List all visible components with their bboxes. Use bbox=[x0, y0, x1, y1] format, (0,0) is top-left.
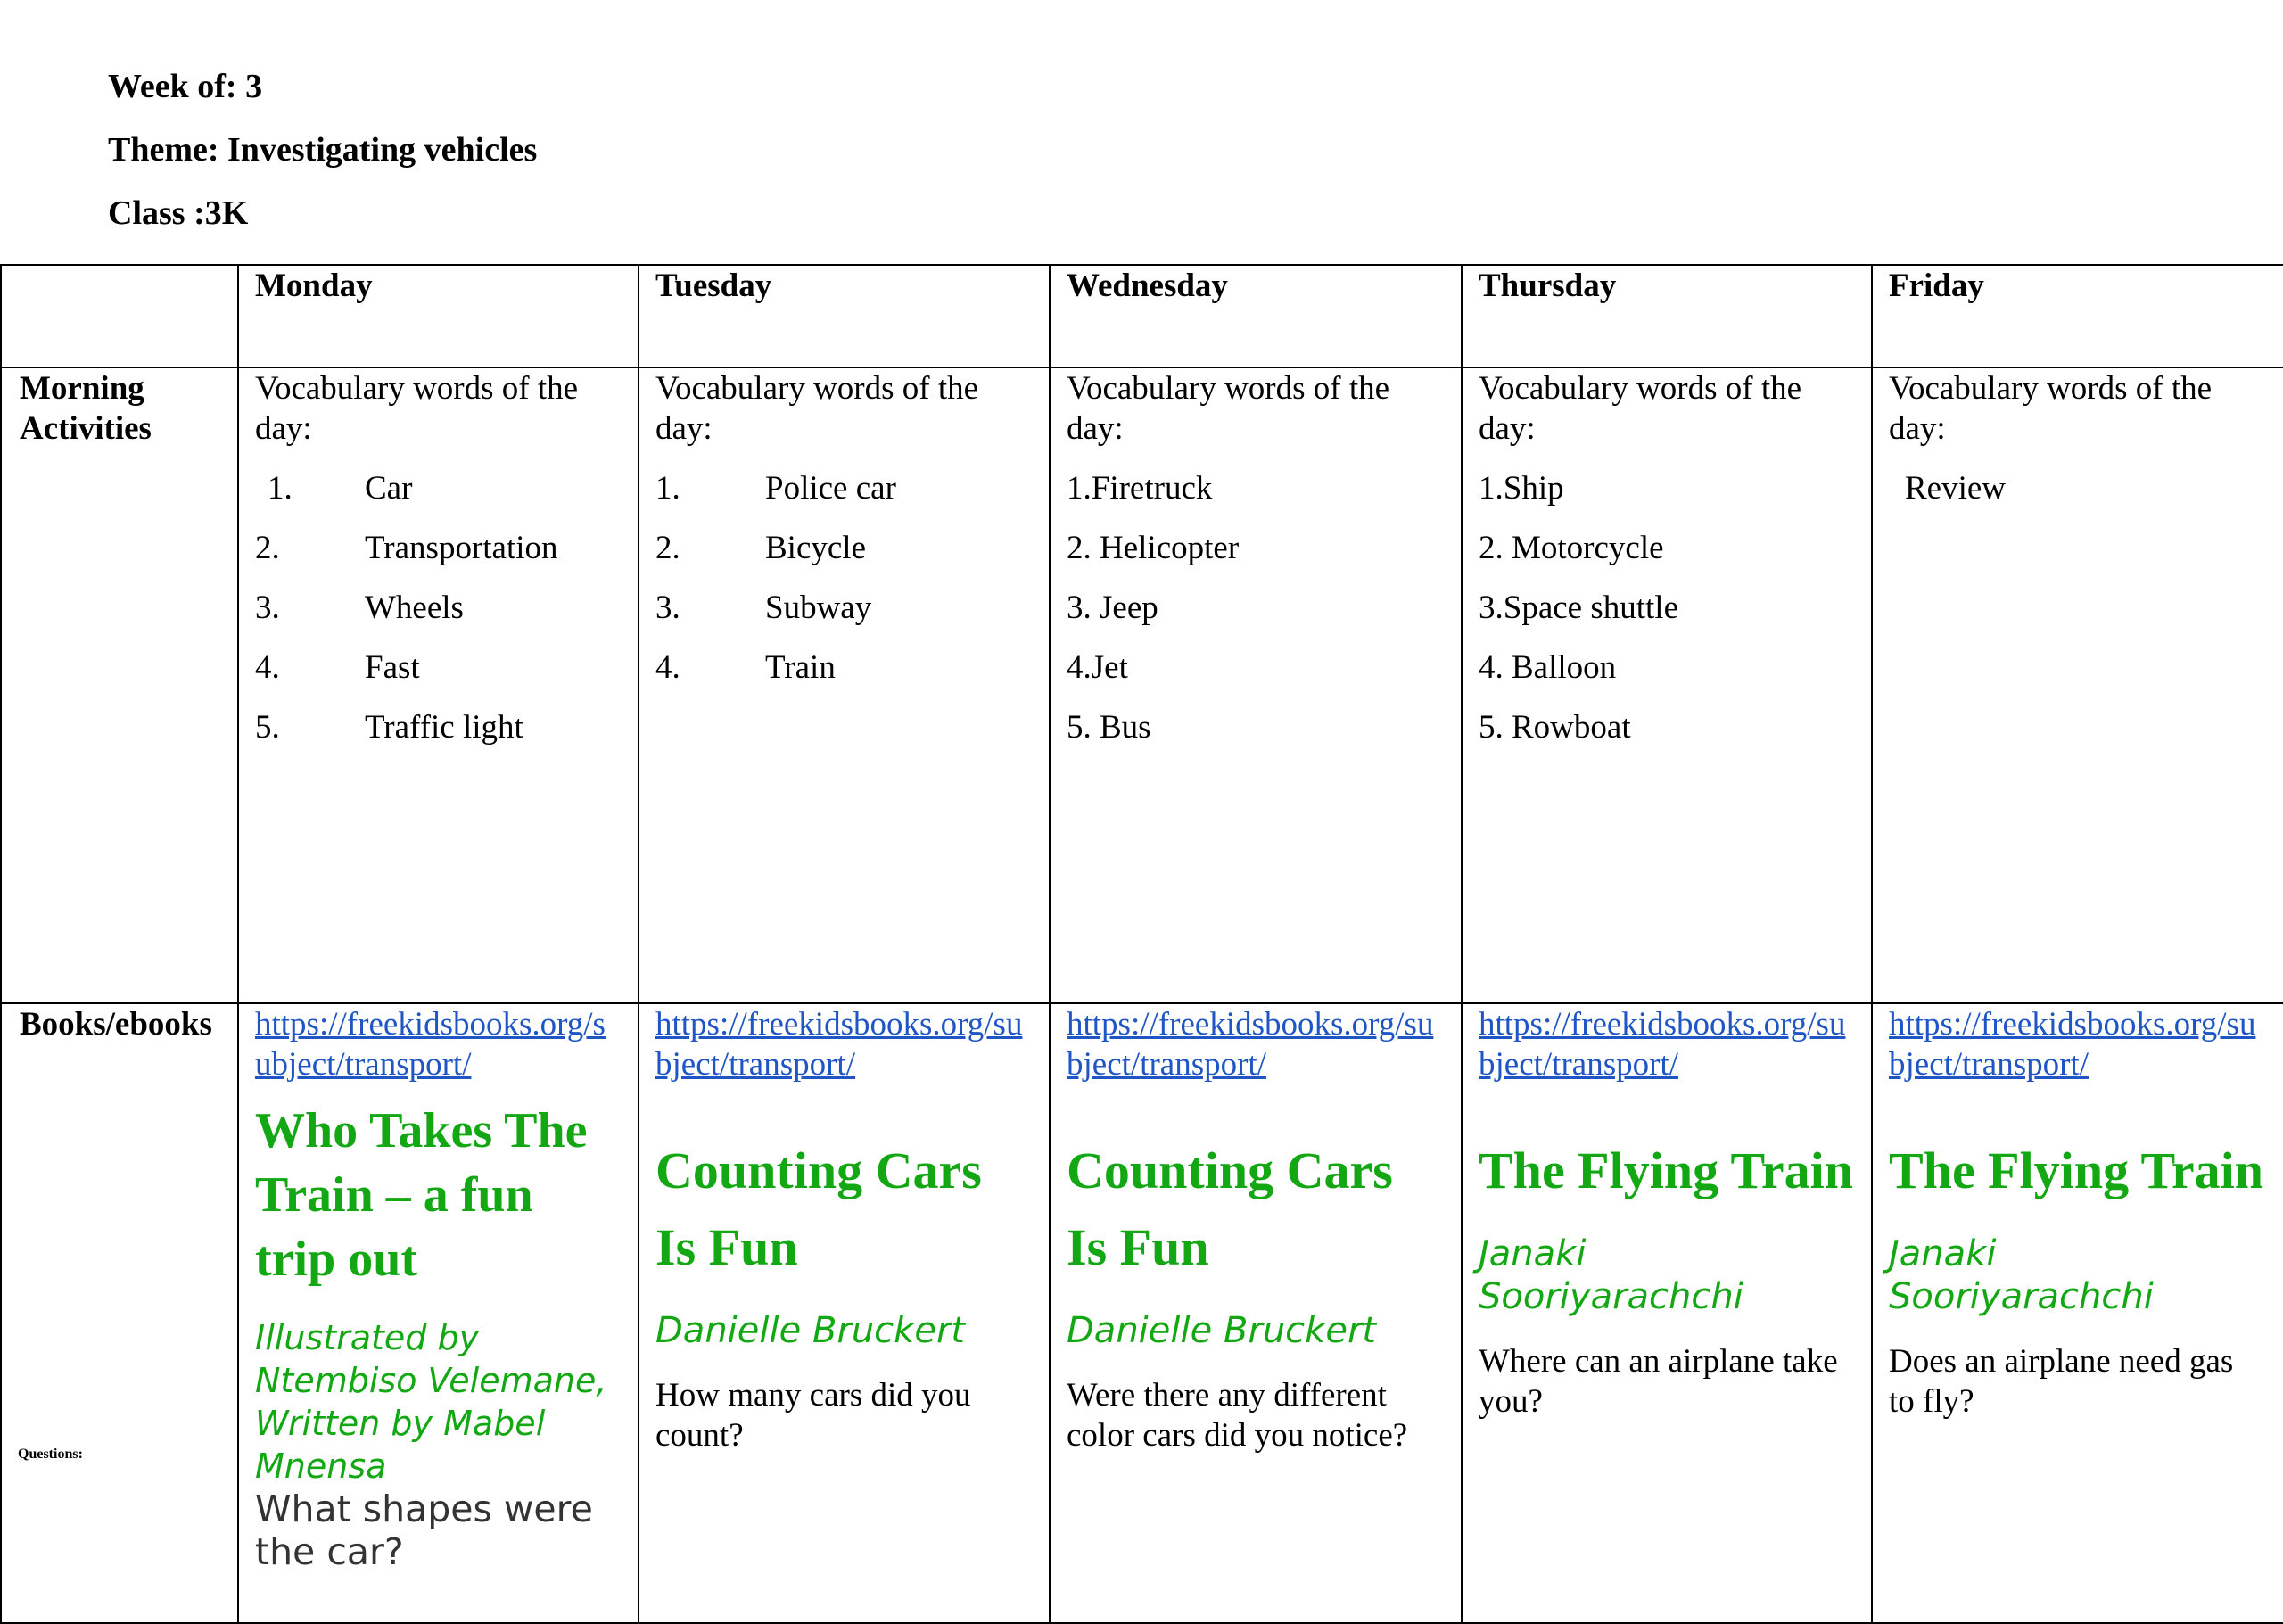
morning-wednesday bbox=[1050, 367, 1462, 1003]
list-item: 3. Jeep bbox=[1067, 589, 1158, 626]
morning-label-cell bbox=[1, 367, 238, 1003]
morning-monday bbox=[238, 367, 639, 1003]
morning-activities-label: Morning Activities bbox=[20, 370, 152, 447]
book-question: Does an airplane need gas to fly? bbox=[1889, 1343, 2234, 1420]
list-item: 4. Fast bbox=[255, 649, 420, 686]
list-item: 1. Car bbox=[268, 470, 413, 507]
list-item: 5. Traffic light bbox=[255, 709, 523, 746]
book-link[interactable]: https://freekidsbooks.org/subject/transport/ bbox=[655, 1006, 1023, 1083]
book-question: How many cars did you count? bbox=[655, 1377, 971, 1454]
books-ebooks-label: Books/ebooks bbox=[20, 1006, 212, 1043]
book-link[interactable]: https://freekidsbooks.org/subject/transport/ bbox=[255, 1006, 606, 1083]
books-monday bbox=[238, 1003, 639, 1623]
book-title: Who Takes The Train – a fun trip out bbox=[255, 1103, 588, 1287]
vocab-title: Vocabulary words of the day: bbox=[255, 370, 579, 447]
morning-activities-row bbox=[1, 367, 2283, 1003]
day-header-row bbox=[1, 265, 2283, 367]
list-item: 4. Train bbox=[655, 649, 836, 686]
morning-thursday bbox=[1462, 367, 1872, 1003]
books-wednesday bbox=[1050, 1003, 1462, 1623]
list-item: 2. Helicopter bbox=[1067, 530, 1240, 566]
book-question: Were there any different color cars did you notice? bbox=[1067, 1377, 1408, 1454]
header-friday: Friday bbox=[1872, 265, 2283, 367]
book-question: Where can an airplane take you? bbox=[1479, 1343, 1838, 1420]
list-item: 2. Bicycle bbox=[655, 530, 867, 566]
book-link[interactable]: https://freekidsbooks.org/subject/transport/ bbox=[1067, 1006, 1434, 1083]
books-friday bbox=[1872, 1003, 2283, 1623]
corner-cell bbox=[1, 265, 238, 367]
book-title: Counting Cars Is Fun bbox=[1067, 1142, 1393, 1276]
questions-label: Questions: bbox=[18, 1447, 83, 1462]
lesson-plan-table bbox=[0, 264, 2283, 1624]
book-author: Janaki Sooriyarachchi bbox=[1889, 1233, 2154, 1317]
list-item: 3. Wheels bbox=[255, 589, 464, 626]
book-title: The Flying Train bbox=[1889, 1142, 2264, 1199]
books-row bbox=[1, 1003, 2283, 1623]
header-wednesday: Wednesday bbox=[1050, 265, 1462, 367]
book-question: What shapes were the car? bbox=[255, 1488, 593, 1573]
books-tuesday bbox=[639, 1003, 1050, 1623]
vocab-list-thursday bbox=[1479, 468, 1855, 747]
list-item: 2. Transportation bbox=[255, 530, 558, 566]
vocab-title: Vocabulary words of the day: bbox=[1067, 370, 1390, 447]
vocab-title: Vocabulary words of the day: bbox=[655, 370, 979, 447]
list-item: 4.Jet bbox=[1067, 649, 1128, 686]
list-item: 4. Balloon bbox=[1479, 649, 1617, 686]
book-title: Counting Cars Is Fun bbox=[655, 1142, 982, 1276]
theme-line: Theme: Investigating vehicles bbox=[108, 131, 538, 169]
books-label-cell bbox=[1, 1003, 238, 1623]
morning-tuesday bbox=[639, 367, 1050, 1003]
list-item: 1. Police car bbox=[655, 470, 896, 507]
books-thursday bbox=[1462, 1003, 1872, 1623]
list-item: 5. Bus bbox=[1067, 709, 1151, 746]
review-text: Review bbox=[1905, 470, 2007, 507]
list-item: 3.Space shuttle bbox=[1479, 589, 1679, 626]
header-tuesday: Tuesday bbox=[639, 265, 1050, 367]
book-title: The Flying Train bbox=[1479, 1142, 1854, 1199]
header-monday: Monday bbox=[238, 265, 639, 367]
document-header bbox=[108, 70, 537, 260]
week-line: Week of: 3 bbox=[108, 68, 263, 105]
morning-friday bbox=[1872, 367, 2283, 1003]
list-item: 2. Motorcycle bbox=[1479, 530, 1664, 566]
list-item: 3. Subway bbox=[655, 589, 872, 626]
vocab-title: Vocabulary words of the day: bbox=[1889, 370, 2213, 447]
class-line: Class :3K bbox=[108, 194, 249, 232]
vocab-list-monday bbox=[255, 468, 622, 747]
header-thursday: Thursday bbox=[1462, 265, 1872, 367]
book-link[interactable]: https://freekidsbooks.org/subject/transport/ bbox=[1479, 1006, 1846, 1083]
book-author: Danielle Bruckert bbox=[655, 1310, 966, 1351]
list-item: 5. Rowboat bbox=[1479, 709, 1631, 746]
list-item: 1.Firetruck bbox=[1067, 470, 1213, 507]
list-item: 1.Ship bbox=[1479, 470, 1564, 507]
vocab-title: Vocabulary words of the day: bbox=[1479, 370, 1802, 447]
vocab-list-tuesday bbox=[655, 468, 1033, 688]
book-link[interactable]: https://freekidsbooks.org/subject/transport/ bbox=[1889, 1006, 2256, 1083]
vocab-list-wednesday bbox=[1067, 468, 1445, 747]
book-author: Janaki Sooriyarachchi bbox=[1479, 1233, 1743, 1317]
book-author: Danielle Bruckert bbox=[1067, 1310, 1377, 1351]
book-author: Illustrated by Ntembiso Velemane, Written by Mabel Mnensa bbox=[255, 1318, 607, 1486]
